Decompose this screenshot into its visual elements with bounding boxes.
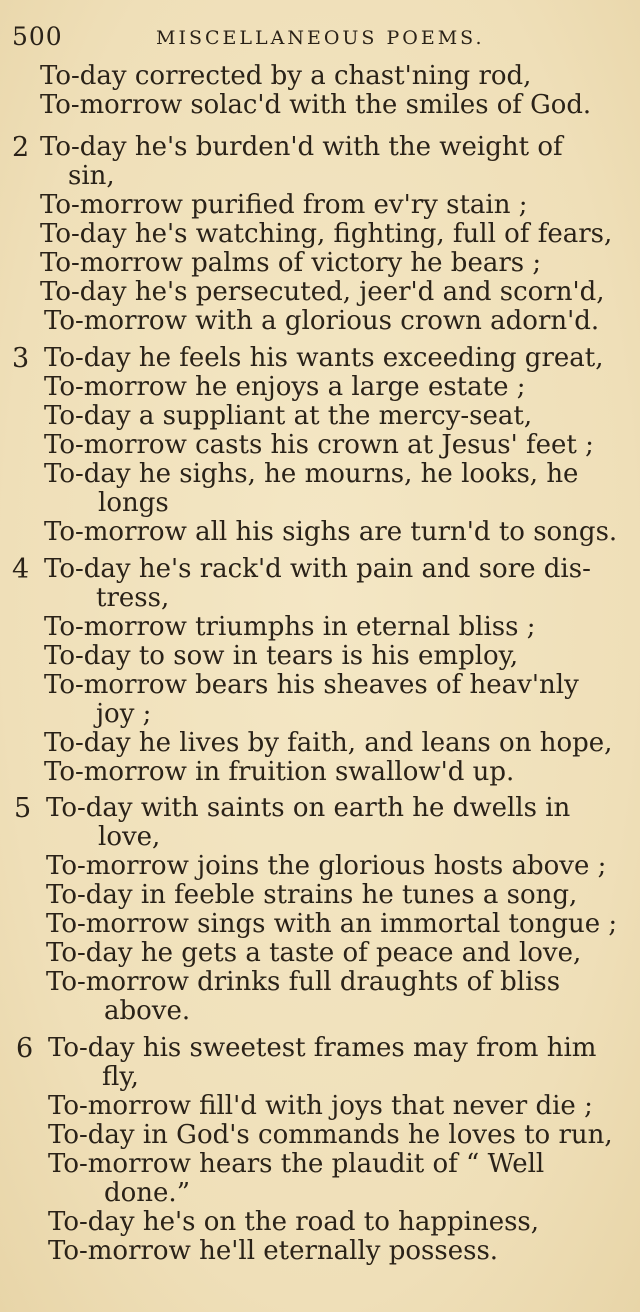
- poem-line: To-day corrected by a chast'ning rod,: [40, 61, 532, 91]
- poem-line: To-morrow triumphs in eternal bliss ;: [44, 612, 536, 642]
- poem-line: To-day with saints on earth he dwells in: [46, 793, 571, 823]
- poem-line: To-morrow drinks full draughts of bliss: [46, 967, 561, 997]
- poem-line: To-day he's on the road to happiness,: [48, 1207, 540, 1237]
- poem-line: To-day he sighs, he mourns, he looks, he: [44, 459, 579, 489]
- poem-line: To-morrow he enjoys a large estate ;: [44, 372, 526, 402]
- poem-line: To-morrow solac'd with the smiles of God.: [40, 90, 592, 120]
- poem-line: To-morrow hears the plaudit of “ Well: [48, 1149, 545, 1179]
- poem-line: above.: [104, 996, 191, 1026]
- poem-line: To-day to sow in tears is his employ,: [44, 641, 519, 671]
- poem-line: To-morrow fill'd with joys that never die ;: [48, 1091, 593, 1121]
- poem-line: To-day he's persecuted, jeer'd and scorn'd,: [40, 277, 605, 307]
- page-header: [12, 22, 632, 54]
- stanza-number: 4: [12, 554, 30, 585]
- poem-line: fly,: [102, 1062, 139, 1092]
- poem-line: To-day he lives by faith, and leans on hope,: [44, 728, 613, 758]
- poem-line: To-morrow all his sighs are turn'd to songs.: [44, 517, 618, 547]
- stanza-number: 5: [14, 793, 32, 824]
- poem-line: To-morrow with a glorious crown adorn'd.: [44, 306, 600, 336]
- poem-line: To-day in God's commands he loves to run,: [48, 1120, 613, 1150]
- page-number: 500: [12, 22, 63, 51]
- poem-line: done.”: [104, 1178, 190, 1208]
- poem-line: To-morrow bears his sheaves of heav'nly: [44, 670, 579, 700]
- running-head: MISCELLANEOUS POEMS.: [156, 27, 485, 49]
- stanza-number: 2: [12, 132, 30, 163]
- poem-line: To-day his sweetest frames may from him: [48, 1033, 597, 1063]
- poem-line: To-morrow he'll eternally possess.: [48, 1236, 499, 1266]
- poem-line: To-morrow casts his crown at Jesus' feet ;: [44, 430, 594, 460]
- poem-line: tress,: [96, 583, 170, 613]
- poem-line: To-morrow palms of victory he bears ;: [40, 248, 542, 278]
- poem-line: joy ;: [96, 699, 152, 729]
- poem-line: To-day he feels his wants exceeding great,: [44, 343, 604, 373]
- poem-line: To-morrow purified from ev'ry stain ;: [40, 190, 528, 220]
- stanza-number: 6: [16, 1033, 34, 1064]
- poem-line: To-day a suppliant at the mercy-seat,: [44, 401, 533, 431]
- poem-line: To-day he's burden'd with the weight of: [40, 132, 563, 162]
- stanza-number: 3: [12, 343, 30, 374]
- poem-line: To-day he's rack'd with pain and sore dis-: [44, 554, 591, 584]
- poem-line: To-morrow in fruition swallow'd up.: [44, 757, 515, 787]
- poem-line: To-day he's watching, fighting, full of fears,: [40, 219, 613, 249]
- poem-line: sin,: [68, 161, 115, 191]
- poem-line: love,: [98, 822, 161, 852]
- poem-line: To-day he gets a taste of peace and love,: [46, 938, 582, 968]
- poem-line: To-morrow joins the glorious hosts above ;: [46, 851, 607, 881]
- poem-line: To-morrow sings with an immortal tongue ;: [46, 909, 618, 939]
- poem-line: longs: [98, 488, 169, 518]
- poem-line: To-day in feeble strains he tunes a song,: [46, 880, 578, 910]
